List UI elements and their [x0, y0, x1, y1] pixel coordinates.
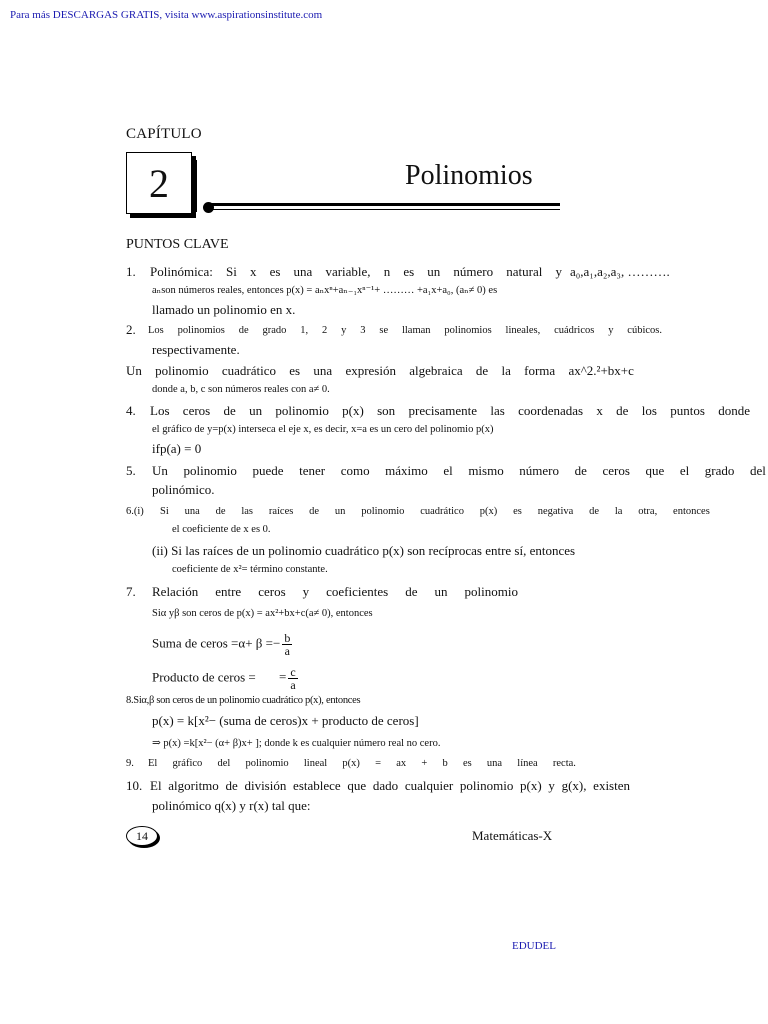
word: de: [225, 778, 238, 793]
word: n: [383, 264, 391, 279]
word: cuadrático: [221, 363, 277, 378]
product-fraction: [288, 666, 297, 691]
item-3-line-2: donde a, b, c son números reales con a≠ 0.: [152, 384, 330, 395]
word: son: [377, 403, 396, 418]
word: polinomio: [459, 778, 514, 793]
item-4-line-3: ifp(a) = 0: [152, 441, 202, 456]
item-7-number: 7.: [126, 584, 136, 599]
word: precisamente: [408, 403, 478, 418]
word: p(x): [520, 778, 542, 793]
word: cuádricos: [554, 325, 595, 336]
word: y: [548, 778, 555, 793]
word: 3: [360, 325, 366, 336]
word: grado: [704, 463, 735, 478]
item-7-line-1: [152, 584, 518, 600]
word: cuadrático: [420, 506, 464, 517]
word: existen: [593, 778, 630, 793]
word: y: [302, 584, 310, 599]
chapter-label: CAPÍTULO: [126, 126, 202, 142]
word: p(x): [479, 506, 498, 517]
page-number-badge: [126, 826, 158, 846]
word: coeficientes: [326, 584, 389, 599]
word: polinomio: [183, 463, 237, 478]
word: x: [249, 264, 257, 279]
footer-subject: Matemáticas-X: [472, 828, 553, 843]
product-label: Producto de ceros =: [152, 669, 256, 685]
word: negativa: [537, 506, 574, 517]
item-2-number: 2.: [126, 322, 136, 337]
word: que: [347, 778, 367, 793]
word: el: [443, 463, 453, 478]
word: entonces: [673, 506, 710, 517]
product-denominator: a: [290, 678, 296, 692]
word: establece: [293, 778, 341, 793]
word: polinomios: [444, 325, 492, 336]
word: y: [608, 325, 614, 336]
word: entre: [215, 584, 242, 599]
item-9-line-1: [148, 756, 576, 772]
word: cúbicos.: [627, 325, 662, 336]
word: ceros: [182, 403, 211, 418]
word: de: [405, 584, 418, 599]
word: división: [244, 778, 287, 793]
item-5-line-2: polinómico.: [152, 482, 215, 497]
item-1-line-2: aₙson números reales, entonces p(x) = aₙxⁿ+aₙ₋₁xⁿ⁻¹+ ……… +a₁x+a₀, (aₙ≠ 0) es: [152, 285, 498, 296]
word: de: [223, 403, 236, 418]
word: x: [596, 403, 603, 418]
word: recta.: [552, 758, 576, 769]
page-number: 14: [136, 828, 148, 843]
word: lineales,: [505, 325, 541, 336]
item-1-line-3: llamado un polinomio en x.: [152, 302, 296, 317]
word: número: [453, 264, 494, 279]
word: dado: [372, 778, 399, 793]
word: ceros: [602, 463, 630, 478]
item-5-number: 5.: [126, 463, 136, 478]
item-5-line-1: [152, 463, 766, 479]
item-6-number: 6.(i): [126, 506, 144, 517]
word: ax: [396, 758, 407, 769]
word: 2: [322, 325, 328, 336]
word: de: [215, 506, 226, 517]
top-download-link[interactable]: [10, 9, 322, 21]
section-heading: PUNTOS CLAVE: [126, 237, 229, 252]
item-9-number: 9.: [126, 758, 134, 769]
item-1-sequence: a₀,a₁,a₂,a₃, ……….: [570, 264, 670, 279]
word: es: [513, 506, 522, 517]
word: polinomio: [245, 758, 289, 769]
item-4-number: 4.: [126, 403, 136, 418]
word: y: [341, 325, 347, 336]
word: una: [486, 758, 503, 769]
word: +: [421, 758, 428, 769]
word: 1,: [300, 325, 309, 336]
sum-numerator: b: [284, 631, 291, 645]
chapter-title: Polinomios: [405, 160, 533, 191]
word: del: [217, 758, 231, 769]
word: Si: [225, 264, 237, 279]
sum-fraction: [282, 632, 292, 657]
word: grado: [262, 325, 287, 336]
sum-label: Suma de ceros =α+ β =−: [152, 635, 281, 651]
word: tener: [299, 463, 326, 478]
word: gráfico: [172, 758, 203, 769]
word: y: [555, 264, 562, 279]
word: raíces: [268, 506, 294, 517]
item-2-line-2: respectivamente.: [152, 342, 240, 357]
item-1-line-1: [150, 264, 562, 280]
word: llaman: [401, 325, 431, 336]
word: un: [249, 403, 263, 418]
product-equals: =: [278, 669, 287, 685]
word: ax^2.²+bx+c: [568, 363, 634, 378]
item-6-line-1: [160, 504, 710, 520]
word: polinomio: [464, 584, 518, 599]
word: Un: [152, 463, 168, 478]
word: mismo: [468, 463, 504, 478]
word: otra,: [638, 506, 658, 517]
word: El: [150, 778, 162, 793]
title-vertical-rule: [194, 160, 197, 212]
word: forma: [524, 363, 556, 378]
word: lineal: [303, 758, 328, 769]
word: como: [340, 463, 370, 478]
word: cualquier: [404, 778, 454, 793]
word: es: [462, 758, 472, 769]
item-8-line-3: ⇒ p(x) =k[x²− (α+ β)x+ ]; donde k es cualquier número real no cero.: [152, 738, 441, 749]
word: Relación: [152, 584, 199, 599]
word: máximo: [385, 463, 428, 478]
word: p(x): [342, 758, 360, 769]
word: el: [679, 463, 690, 478]
word: Los: [148, 325, 164, 336]
item-8-line-1: 8.Siα,β son ceros de un polinomio cuadrático p(x), entonces: [126, 695, 361, 706]
top-download-link-text[interactable]: Para más DESCARGAS GRATIS, visita www.aspirationsinstitute.com: [10, 9, 323, 21]
word: Polinómica:: [150, 264, 213, 279]
item-10-line-2: polinómico q(x) y r(x) tal que:: [152, 798, 311, 813]
word: algoritmo: [168, 778, 219, 793]
word: una: [184, 506, 200, 517]
title-rule-thick: [208, 203, 560, 206]
word: expresión: [345, 363, 396, 378]
word: donde: [718, 403, 750, 418]
word: coordenadas: [518, 403, 584, 418]
word: es: [269, 264, 281, 279]
word: b: [442, 758, 448, 769]
word: las: [241, 506, 254, 517]
footer-brand: EDUDEL: [512, 940, 556, 952]
word: puede: [252, 463, 284, 478]
word: polinomio: [155, 363, 209, 378]
word: línea: [517, 758, 538, 769]
word: del: [749, 463, 766, 478]
word: polinomios: [177, 325, 225, 336]
word: =: [375, 758, 382, 769]
word: El: [148, 758, 158, 769]
word: p(x): [342, 403, 364, 418]
word: las: [490, 403, 505, 418]
word: número: [519, 463, 560, 478]
word: la: [501, 363, 511, 378]
item-6-line-3: (ii) Si las raíces de un polinomio cuadrático p(x) son recíprocas entre sí, entonces: [152, 543, 576, 558]
sum-denominator: a: [284, 644, 290, 658]
title-rule-thin: [208, 209, 560, 210]
word: Un: [126, 363, 142, 378]
word: una: [293, 264, 313, 279]
word: ceros: [258, 584, 286, 599]
word: de: [238, 325, 249, 336]
word: Los: [150, 403, 170, 418]
word: los: [641, 403, 657, 418]
item-8-line-2: p(x) = k[x²− (suma de ceros)x + producto de ceros]: [152, 713, 419, 728]
word: g(x),: [561, 778, 587, 793]
item-2-line-1: [148, 323, 662, 339]
word: algebraica: [409, 363, 463, 378]
item-6-line-4: coeficiente de x²= término constante.: [172, 564, 328, 575]
word: la: [614, 506, 623, 517]
word: polinomio: [275, 403, 329, 418]
word: es: [403, 264, 415, 279]
word: es: [289, 363, 301, 378]
word: se: [379, 325, 389, 336]
chapter-number: 2: [149, 160, 169, 206]
word: de: [616, 403, 629, 418]
chapter-number-box: [126, 152, 192, 214]
word: de: [589, 506, 600, 517]
word: polinomio: [361, 506, 405, 517]
item-3-line-1: [126, 363, 634, 379]
item-1-number: 1.: [126, 264, 136, 279]
word: de: [574, 463, 587, 478]
item-10-number: 10.: [126, 778, 143, 793]
title-rule-dot: [203, 202, 214, 213]
word: Si: [160, 506, 169, 517]
word: variable,: [325, 264, 371, 279]
item-6-line-2: el coeficiente de x es 0.: [172, 524, 271, 535]
word: un: [434, 584, 448, 599]
word: puntos: [670, 403, 705, 418]
word: una: [313, 363, 333, 378]
item-4-line-1: [150, 403, 750, 419]
word: que: [645, 463, 665, 478]
item-7-line-2: Siα yβ son ceros de p(x) = ax²+bx+c(a≠ 0), entonces: [152, 608, 373, 619]
item-7-product-of-zeros: [152, 666, 298, 691]
item-7-sum-of-zeros: [152, 632, 292, 657]
item-4-line-2: el gráfico de y=p(x) interseca el eje x, es decir, x=a es un cero del polinomio p(x): [152, 424, 494, 435]
word: un: [427, 264, 441, 279]
product-numerator: c: [290, 665, 296, 679]
word: de: [309, 506, 320, 517]
word: de: [475, 363, 489, 378]
item-10-line-1: [150, 778, 630, 794]
word: un: [334, 506, 346, 517]
word: natural: [506, 264, 543, 279]
